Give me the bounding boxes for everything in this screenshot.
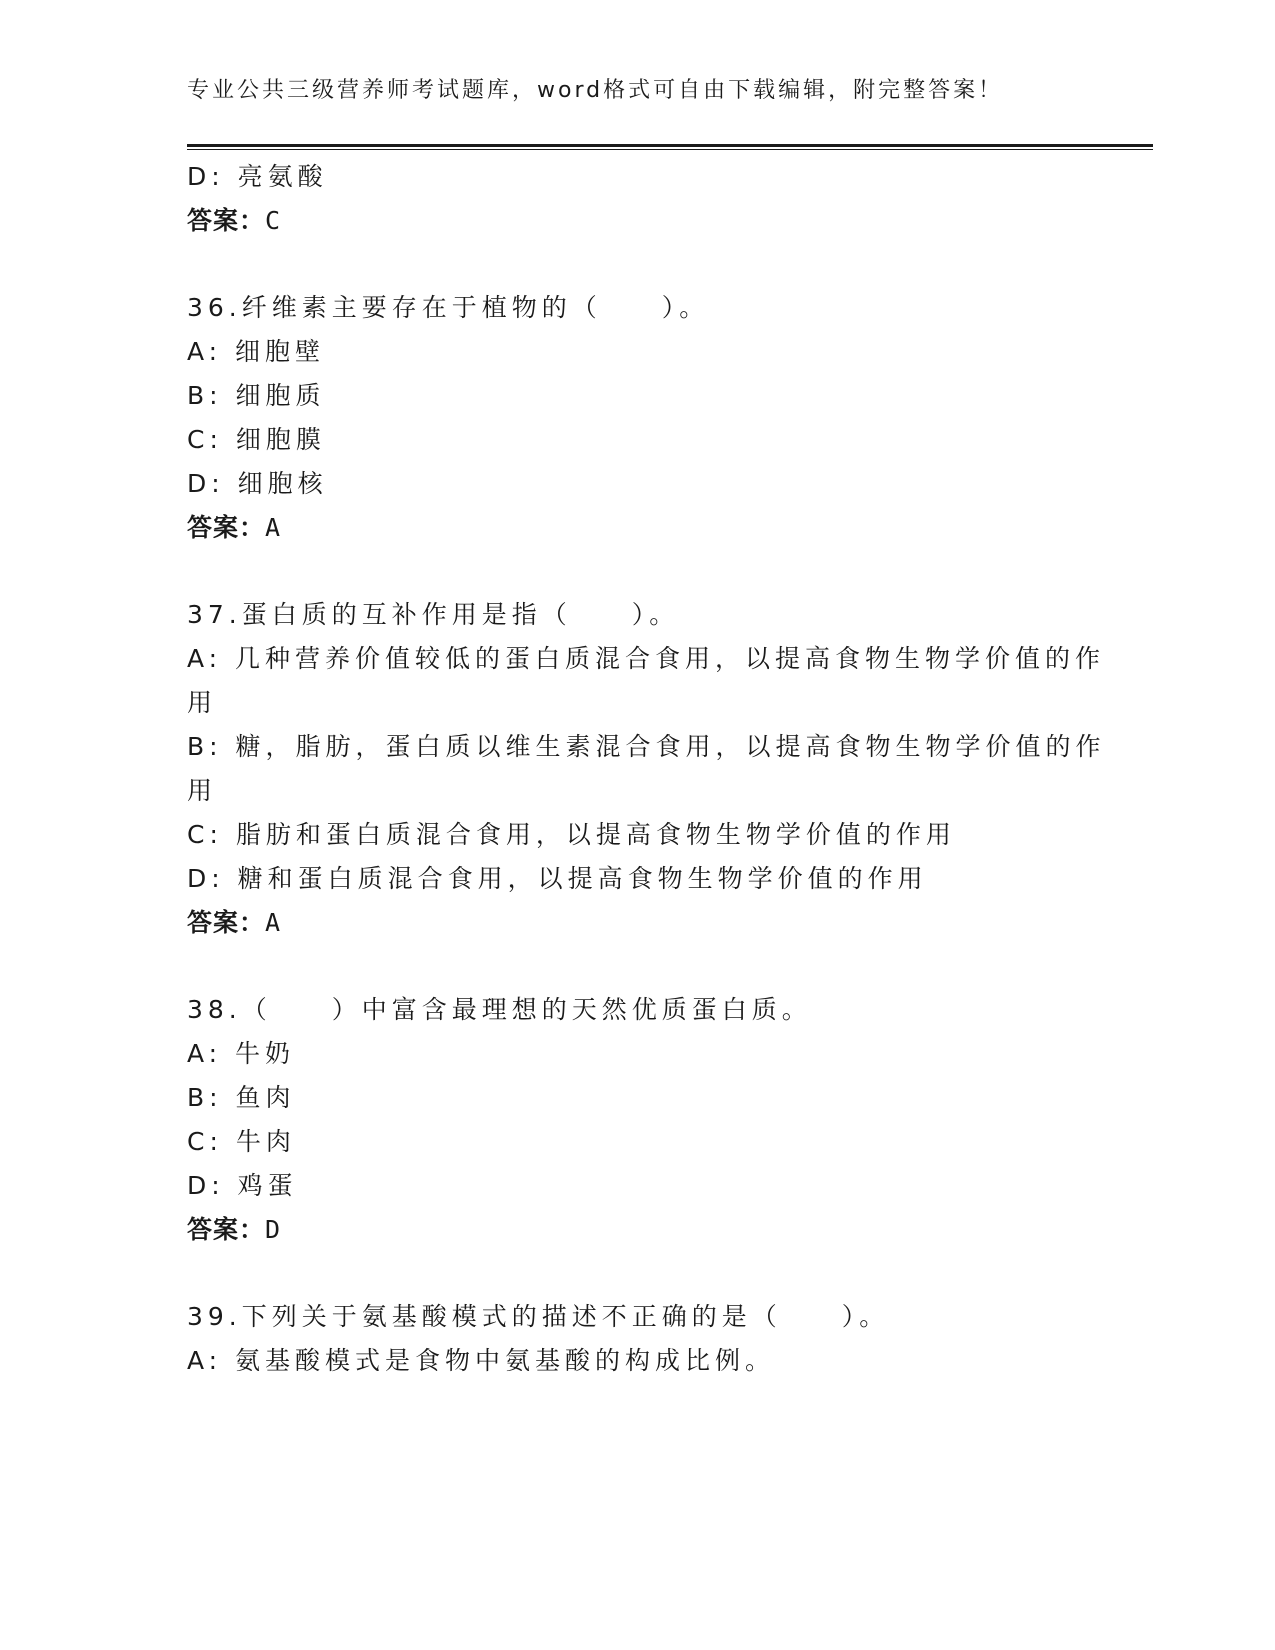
- answer-label: 答案：: [187, 206, 266, 235]
- q36-option-c: C: 细胞膜: [187, 425, 326, 454]
- q38-option-d: D: 鸡蛋: [187, 1171, 298, 1200]
- q38-answer: [187, 1215, 281, 1245]
- q36-answer: [187, 513, 281, 543]
- q38-option-c: C: 牛肉: [187, 1127, 296, 1156]
- q39-option-a: A: 氨基酸模式是食物中氨基酸的构成比例。: [187, 1346, 776, 1375]
- answer-value: A: [265, 908, 282, 937]
- q36-option-a: A: 细胞壁: [187, 337, 326, 366]
- q37-option-d: D: 糖和蛋白质混合食用，以提高食物生物学价值的作用: [187, 864, 928, 893]
- header-rule-thick: [187, 144, 1153, 147]
- answer-value: D: [265, 1215, 282, 1244]
- q37-option-a-line2: 用: [187, 688, 218, 717]
- q36-option-d: D: 细胞核: [187, 469, 328, 498]
- page-header: 专业公共三级营养师考试题库，word格式可自由下载编辑，附完整答案！: [187, 78, 1004, 103]
- q38-option-a: A: 牛奶: [187, 1039, 296, 1068]
- q37-option-c: C: 脂肪和蛋白质混合食用，以提高食物生物学价值的作用: [187, 820, 956, 849]
- q36-question: 36.纤维素主要存在于植物的（ ）。: [187, 293, 710, 322]
- answer-value: A: [265, 513, 282, 542]
- answer-value: C: [265, 206, 282, 235]
- header-rule-thin: [187, 149, 1153, 150]
- prev-option-d: D: 亮氨酸: [187, 162, 328, 191]
- q39-question: 39.下列关于氨基酸模式的描述不正确的是（ ）。: [187, 1302, 890, 1331]
- answer-label: 答案：: [187, 908, 266, 937]
- q37-option-b-line2: 用: [187, 776, 218, 805]
- q36-option-b: B: 细胞质: [187, 381, 326, 410]
- q38-option-b: B: 鱼肉: [187, 1083, 296, 1112]
- q37-question: 37.蛋白质的互补作用是指（ ）。: [187, 600, 680, 629]
- q37-option-a-line1: A: 几种营养价值较低的蛋白质混合食用，以提高食物生物学价值的作: [187, 644, 1106, 673]
- q37-option-b-line1: B: 糖，脂肪，蛋白质以维生素混合食用，以提高食物生物学价值的作: [187, 732, 1106, 761]
- answer-label: 答案：: [187, 1215, 266, 1244]
- q37-answer: [187, 908, 281, 938]
- q38-question: 38.（ ）中富含最理想的天然优质蛋白质。: [187, 995, 812, 1024]
- answer-label: 答案：: [187, 513, 266, 542]
- prev-answer: [187, 206, 281, 236]
